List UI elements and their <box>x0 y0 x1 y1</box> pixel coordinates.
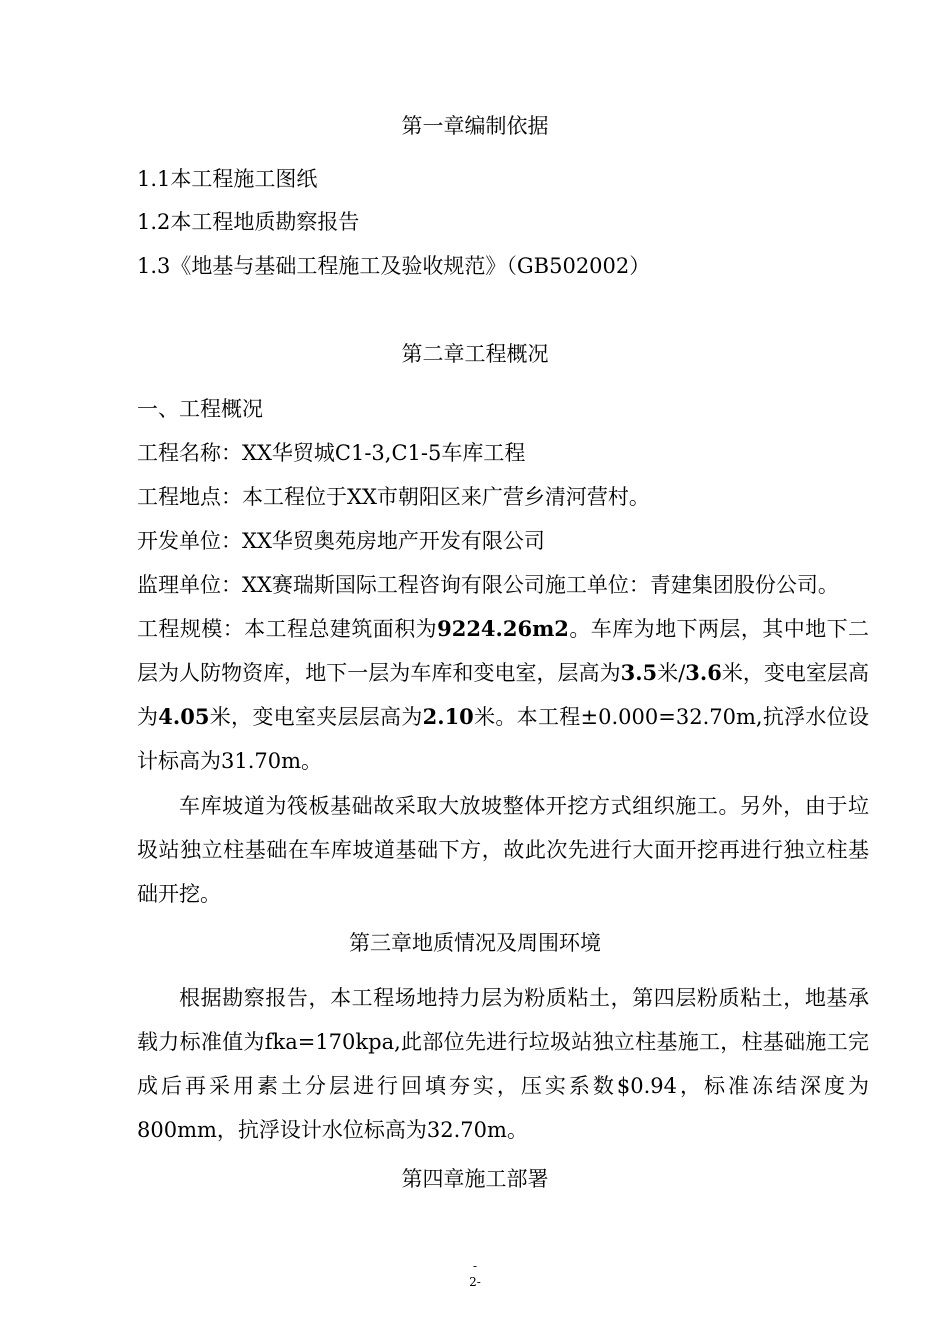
geology-paragraph: 根据勘察报告，本工程场地持力层为粉质粘土，第四层粉质粘土，地基承载力标准值为fka=170kpa,此部位先进行垃圾站独立柱基施工，柱基础施工完成后再采用素土分层进行回填夯实，压实系数$0.94，标准冻结深度为800mm，抗浮设计水位标高为32.70m。 <box>137 986 869 1142</box>
project-name-line: 工程名称：XX华贸城C1-3,C1-5车库工程 <box>137 441 526 465</box>
scale-height-4: 2.10 <box>422 704 474 729</box>
scale-text-4: 米，变电室层高为 <box>137 661 870 729</box>
scale-text-2: 。车库为地下两层，其中地下二层为人防物资库，地下一层为车库和变电室，层高为 <box>137 617 870 685</box>
project-scale-paragraph <box>137 607 869 783</box>
scale-area-value: 9224.26m2 <box>437 616 569 641</box>
scale-text-6: 米。本工程±0.000=32.70m,抗浮水位设计标高为31.70m。 <box>137 705 869 773</box>
scale-text-3: 米/ <box>657 661 686 685</box>
ramp-paragraph: 车库坡道为筏板基础故采取大放坡整体开挖方式组织施工。另外，由于垃圾站独立柱基础在车库坡道基础下方，故此次先进行大面开挖再进行独立柱基础开挖。 <box>137 794 869 906</box>
scale-text-5: 米，变电室夹层层高为 <box>209 705 423 729</box>
chapter-3-title: 第三章地质情况及周围环境 <box>349 931 601 955</box>
scale-text-1: 工程规模：本工程总建筑面积为 <box>137 617 438 641</box>
section-heading: 一、工程概况 <box>137 397 263 421</box>
developer-line: 开发单位：XX华贸奥苑房地产开发有限公司 <box>137 529 545 553</box>
scale-height-2: 3.6 <box>685 660 722 685</box>
scale-height-1: 3.5 <box>620 660 658 685</box>
project-site-line: 工程地点：本工程位于XX市朝阳区来广营乡清河营村。 <box>137 485 650 509</box>
page-number: 2- <box>469 1275 481 1289</box>
basis-item-1: 1.1本工程施工图纸 <box>137 167 318 191</box>
chapter-4-title: 第四章施工部署 <box>401 1167 549 1191</box>
basis-item-2: 1.2本工程地质勘察报告 <box>137 210 360 234</box>
scale-height-3: 4.05 <box>158 704 210 729</box>
supervisor-line: 监理单位：XX赛瑞斯国际工程咨询有限公司施工单位：青建集团股份公司。 <box>137 573 839 597</box>
basis-item-3: 1.3《地基与基础工程施工及验收规范》（GB502002） <box>137 254 651 278</box>
footer-dash: - <box>472 1259 478 1273</box>
chapter-2-title: 第二章工程概况 <box>401 342 549 366</box>
chapter-1-title: 第一章编制依据 <box>401 114 549 138</box>
